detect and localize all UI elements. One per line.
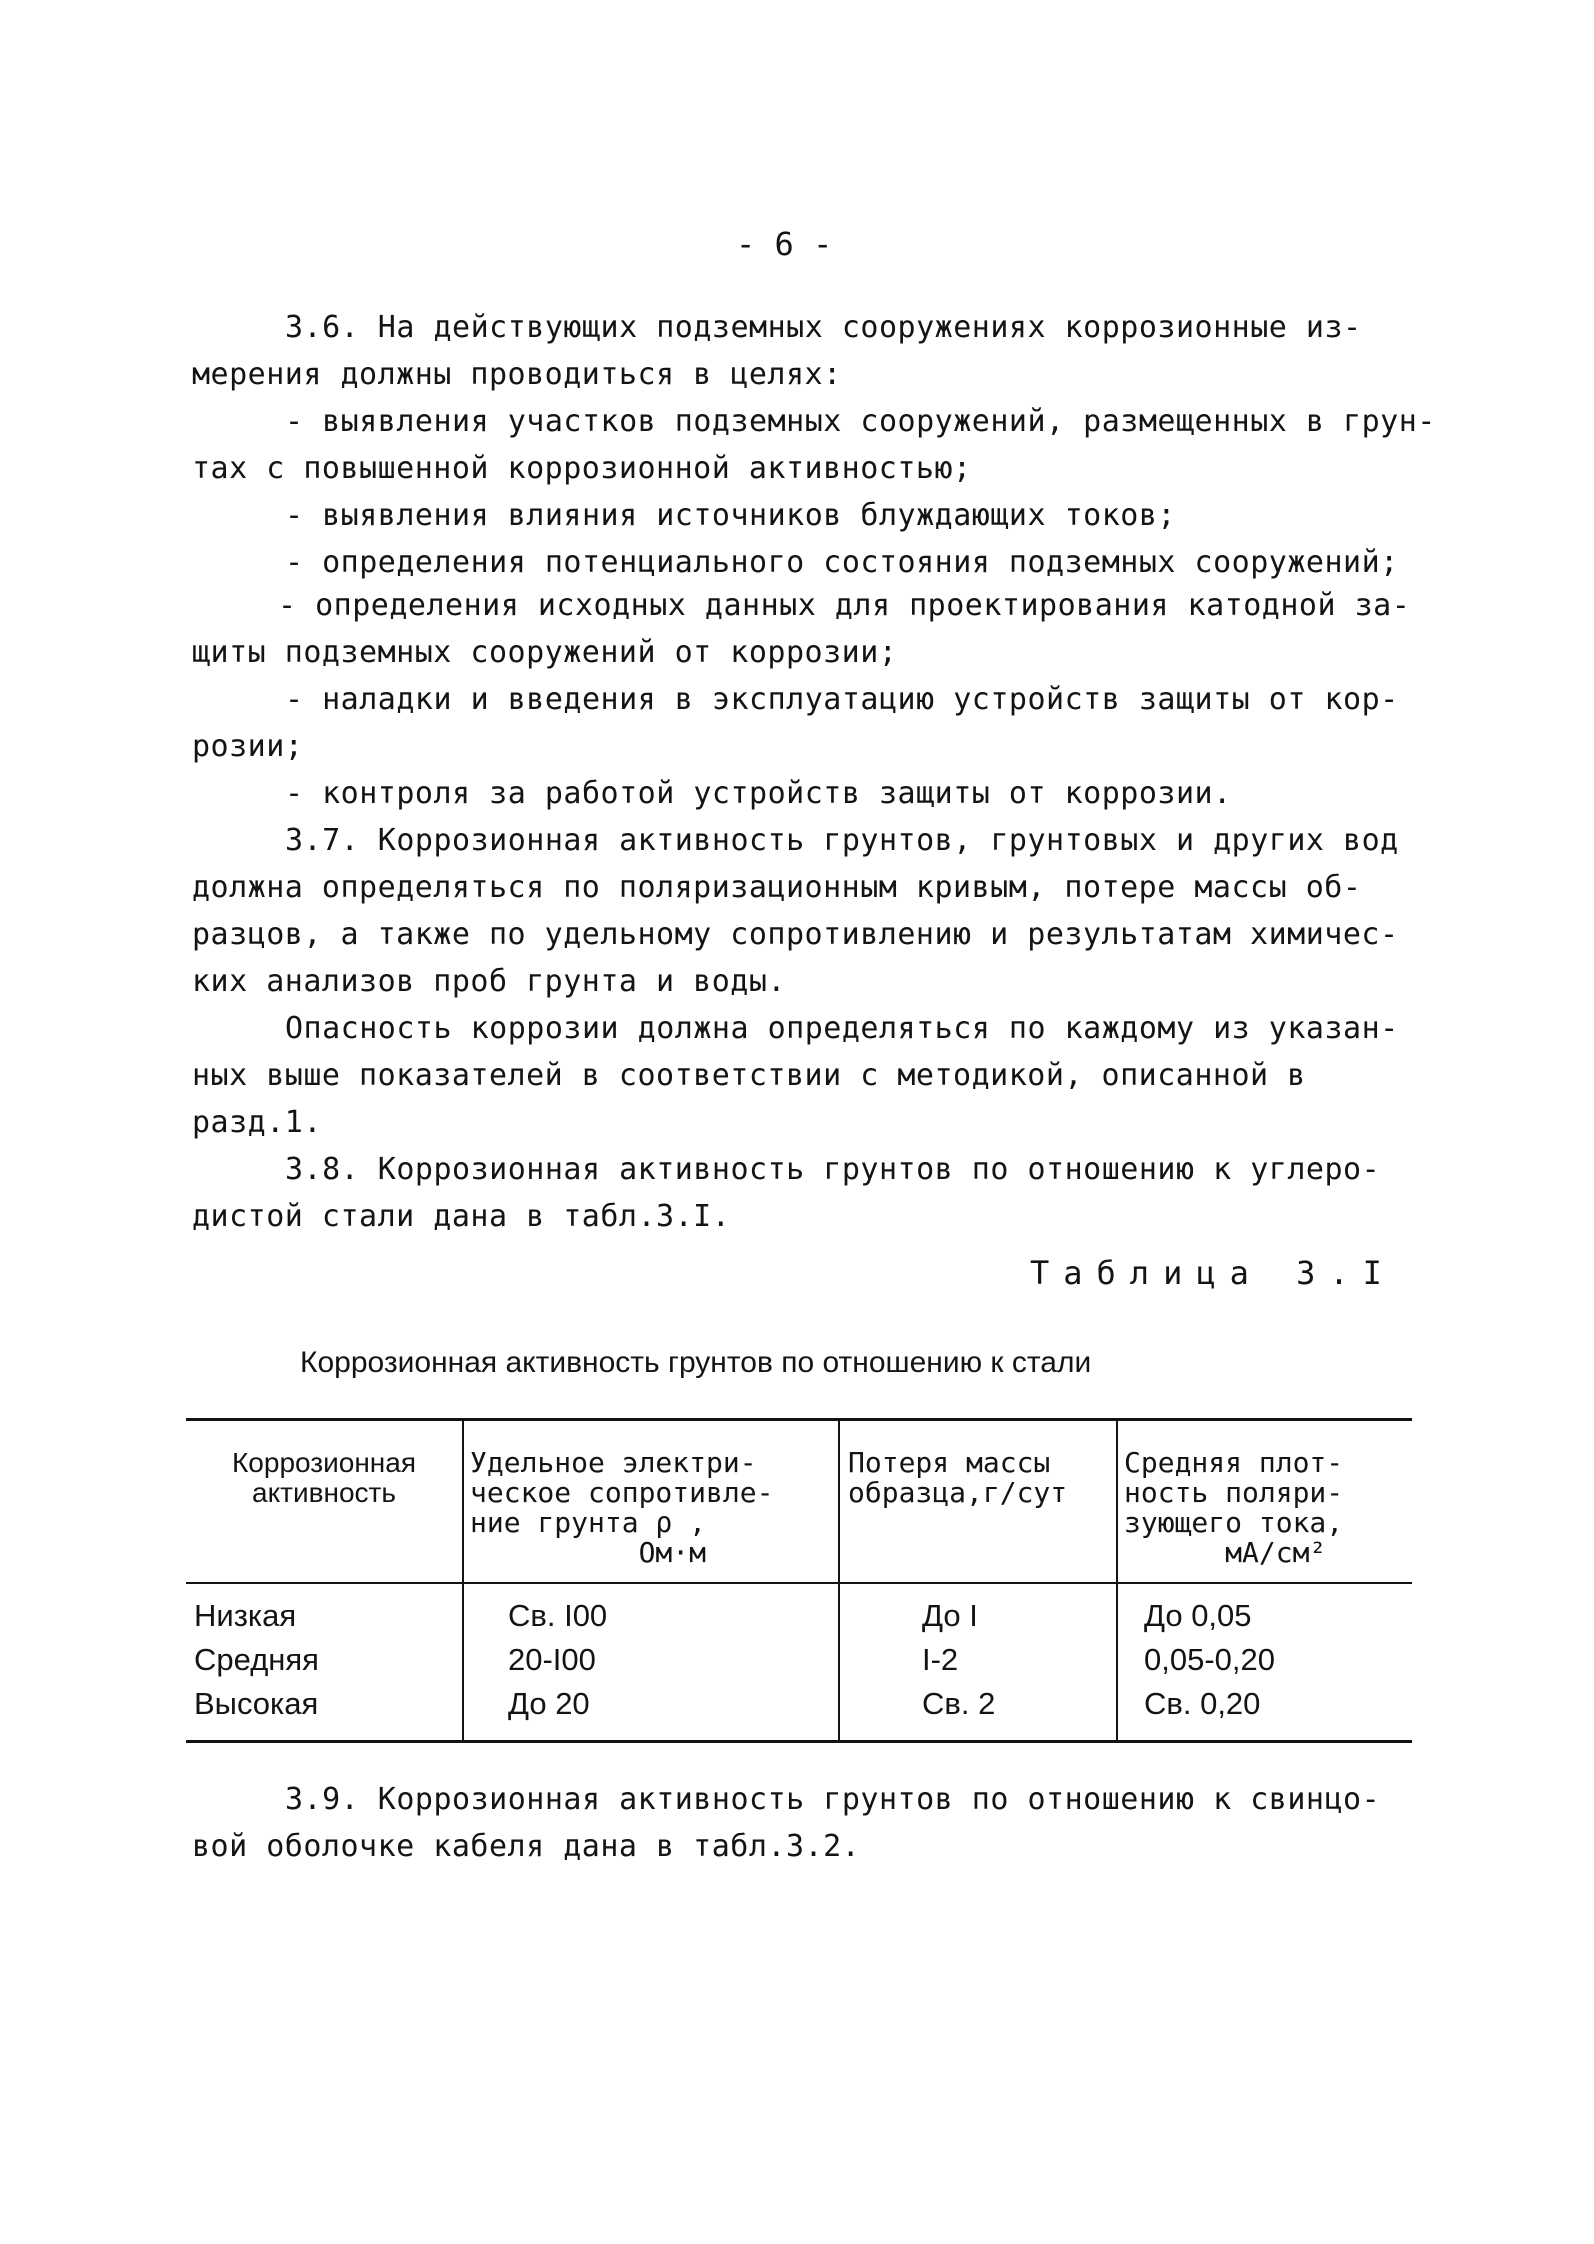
- table-column-divider: [838, 1420, 840, 1740]
- table-header-cell: Коррозионная активность: [232, 1447, 416, 1508]
- table-header-cell: Удельное электри- ческое сопротивле- ние грунта ρ , Ом·м: [470, 1446, 774, 1569]
- text-line: Опасность коррозии должна определяться по каждому из указан-: [285, 1011, 1399, 1046]
- text-line: - выявления участков подземных сооружений, размещенных в грун-: [285, 404, 1436, 439]
- table-cell: 0,05-0,20: [1144, 1642, 1275, 1677]
- table-cell: Высокая: [194, 1686, 319, 1721]
- table-caption: Коррозионная активность грунтов по отношению к стали: [300, 1346, 1092, 1379]
- table-cell: I-2: [922, 1642, 959, 1677]
- text-line: 3.6. На действующих подземных сооружениях коррозионные из-: [285, 310, 1362, 345]
- table-bottom-rule: [186, 1740, 1412, 1743]
- text-line: - выявления влияния источников блуждающих токов;: [285, 498, 1176, 533]
- table-header-cell: Средняя плот- ность поляри- зующего тока, мА/см²: [1124, 1446, 1344, 1569]
- table-header-rule: [186, 1582, 1412, 1584]
- text-line: 3.7. Коррозионная активность грунтов, грунтовых и других вод: [285, 823, 1399, 858]
- table-header-cell: Потеря массы образца,г/сут: [848, 1446, 1068, 1509]
- table-column-divider: [1116, 1420, 1118, 1740]
- table-cell: До 0,05: [1144, 1598, 1252, 1633]
- text-line: вой оболочке кабеля дана в табл.3.2.: [192, 1829, 861, 1864]
- text-line: - определения исходных данных для проектирования катодной за-: [278, 588, 1411, 623]
- table-cell: Св. 0,20: [1144, 1686, 1261, 1721]
- table-cell: Св. I00: [508, 1598, 608, 1633]
- text-line: тах с повышенной коррозионной активностью;: [192, 451, 972, 486]
- table-cell: 20-I00: [508, 1642, 596, 1677]
- table-top-rule: [186, 1418, 1412, 1421]
- text-line: - определения потенциального состояния подземных сооружений;: [285, 545, 1399, 580]
- table-cell: Св. 2: [922, 1686, 996, 1721]
- table-label: Таблица 3.I: [1030, 1254, 1396, 1292]
- text-line: мерения должны проводиться в целях:: [192, 357, 842, 392]
- text-line: разцов, а также по удельному сопротивлению и результатам химичес-: [192, 917, 1399, 952]
- text-line: ких анализов проб грунта и воды.: [192, 964, 786, 999]
- table-cell: Средняя: [194, 1642, 319, 1677]
- text-line: разд.1.: [192, 1105, 322, 1140]
- text-line: должна определяться по поляризационным кривым, потере массы об-: [192, 870, 1362, 905]
- text-line: - наладки и введения в эксплуатацию устройств защиты от кор-: [285, 682, 1399, 717]
- text-line: ных выше показателей в соответствии с методикой, описанной в: [192, 1058, 1306, 1093]
- page-number: - 6 -: [736, 225, 833, 263]
- text-line: розии;: [192, 729, 304, 764]
- table-cell: До 20: [508, 1686, 590, 1721]
- table-cell: До I: [922, 1598, 978, 1633]
- table-cell: Низкая: [194, 1598, 297, 1633]
- text-line: 3.9. Коррозионная активность грунтов по отношению к свинцо-: [285, 1782, 1381, 1817]
- text-line: 3.8. Коррозионная активность грунтов по отношению к углеро-: [285, 1152, 1381, 1187]
- text-line: - контроля за работой устройств защиты от коррозии.: [285, 776, 1232, 811]
- table-column-divider: [462, 1420, 464, 1740]
- text-line: щиты подземных сооружений от коррозии;: [192, 635, 898, 670]
- text-line: дистой стали дана в табл.3.I.: [192, 1199, 731, 1234]
